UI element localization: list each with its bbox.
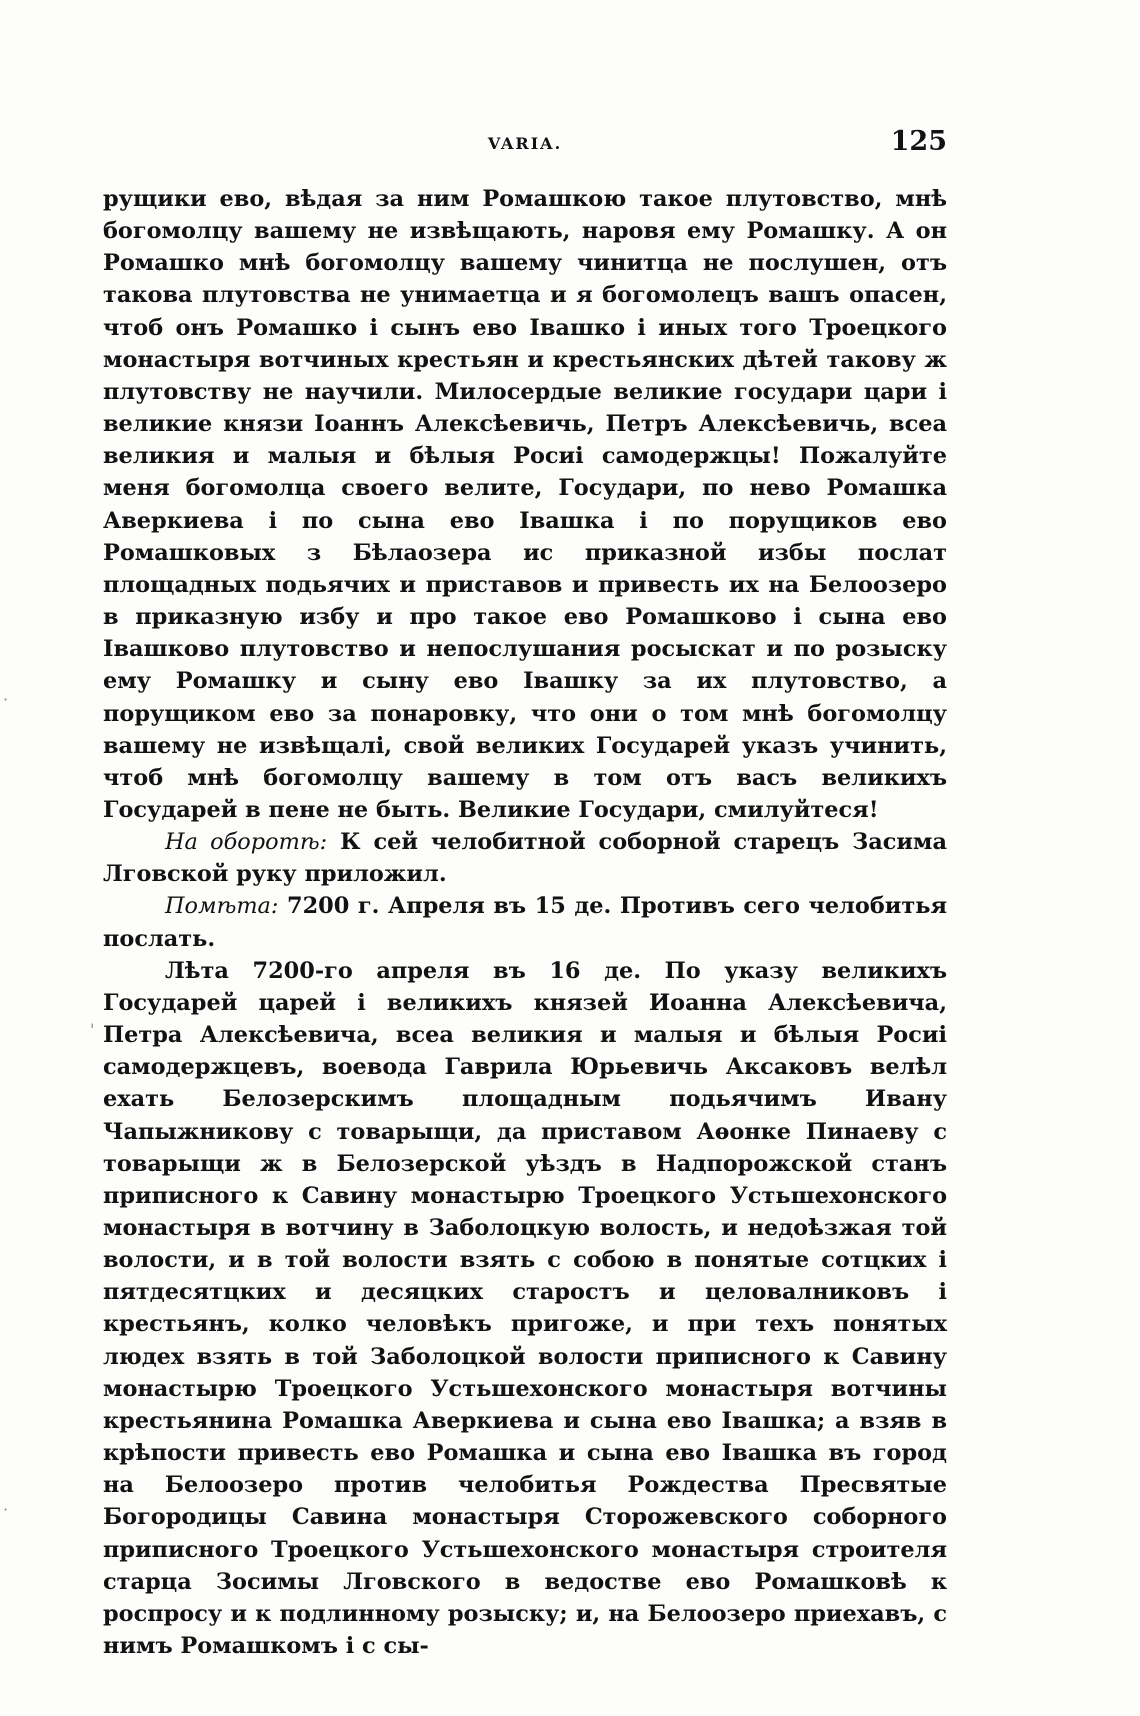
margin-mark: · (3, 690, 9, 709)
note-label: На оборотѣ: (165, 829, 328, 856)
margin-mark: · (3, 1500, 9, 1519)
paragraph-text: рущики ево, вѣдая за ним Ромашкою такое плутовство, мнѣ богомолцу вашему не извѣщають, наровя ему Ромашку. А он Ромашко мнѣ богомолцу вашему чинитца не послушен, отъ такова плутовства не унимаетца и я богомолецъ вашъ опасен, чтоб онъ Ромашко і сынъ ево Івашко і иных того Троецкого монастыря вотчиных крестьян и крестьянских дѣтей такову ж плутовству не научили. Милосердые великие государи цари і великие князи Іоаннъ Алексѣевичь, Петръ Алексѣевичь, всеа великия и малыя и бѣлыя Росиі самодержцы! Пожалуйте меня богомолца своего велите, Государи, по нево Ромашка Аверкиева і по сына ево Івашка і по порущиков ево Ромашковых з Бѣлаозера ис приказной избы послат площадных подьячих и приставов и привесть их на Белоозеро в приказную избу и про такое ево Ромашково і сына ево Івашково плутовство и непослушания росыскат и по розыску ему Ромашку и сыну ево Івашку за их плутовство, а порущиком ево за понаровку, что они о том мнѣ богомолцу вашему не извѣщалі, свой великих Государей указъ учинить, чтоб мнѣ богомолцу вашему в том отъ васъ великихъ Государей в пене не быть. Великие Государи, смилуйтеся! (103, 186, 947, 823)
paragraph-reverse-note (103, 826, 947, 890)
paragraph-text: Лѣта 7200-го апреля въ 16 де. По указу великихъ Государей царей і великихъ князей Иоанна Алексѣевича, Петра Алексѣевича, всеа великия и малыя и бѣлыя Росиі самодержцевъ, воевода Гаврила Юрьевичь Аксаковъ велѣл ехать Белозерскимъ площадным подьячимъ Ивану Чапыжникову с товарыщи, да приставом Аѳонке Пинаеву с товарыщи ж в Белозерской уѣздъ в Надпорожской станъ приписного к Савину монастырю Троецкого Устьшехонского монастыря в вотчину в Заболоцкую волость, и недоѣзжая той волости, и в той волости взять с собою в понятые сотцких і пятдесятцких и десяцких старостъ и целовалниковъ і крестьянъ, колко человѣкъ пригоже, и при техъ понятых людех взять в той Заболоцкой волости приписного к Савину монастырю Троецкого Устьшехонского монастыря вотчины крестьянина Ромашка Аверкиева и сына ево Івашка; а взяв в крѣпости привесть ево Ромашка и сына ево Івашка въ город на Белоозеро против челобитья Рождества Пресвятые Богородицы Савина монастыря Сторожевского соборного приписного Троецкого Устьшехонского монастыря строителя старца Зосимы Лговского в ведостве ево Ромашковѣ к роспросу и к подлинному розыску; и, на Белоозеро приехавъ, с нимъ Ромашкомъ і с сы- (103, 957, 947, 1660)
paragraph-order (103, 955, 947, 1662)
running-head: VARIA. (487, 134, 563, 153)
paragraph-text: К сей челобитной соборной старецъ Засима Лговской руку приложил. (103, 829, 947, 888)
paragraph-petition-end (103, 183, 947, 826)
body-text (103, 183, 947, 1662)
paragraph-text: 7200 г. Апреля въ 15 де. Противъ сего челобитья послать. (103, 893, 947, 952)
page-header (103, 126, 947, 166)
paragraph-memo (103, 890, 947, 954)
note-label: Помѣта: (165, 893, 279, 920)
margin-mark: ' (90, 1020, 95, 1039)
page-number: 125 (890, 126, 947, 157)
